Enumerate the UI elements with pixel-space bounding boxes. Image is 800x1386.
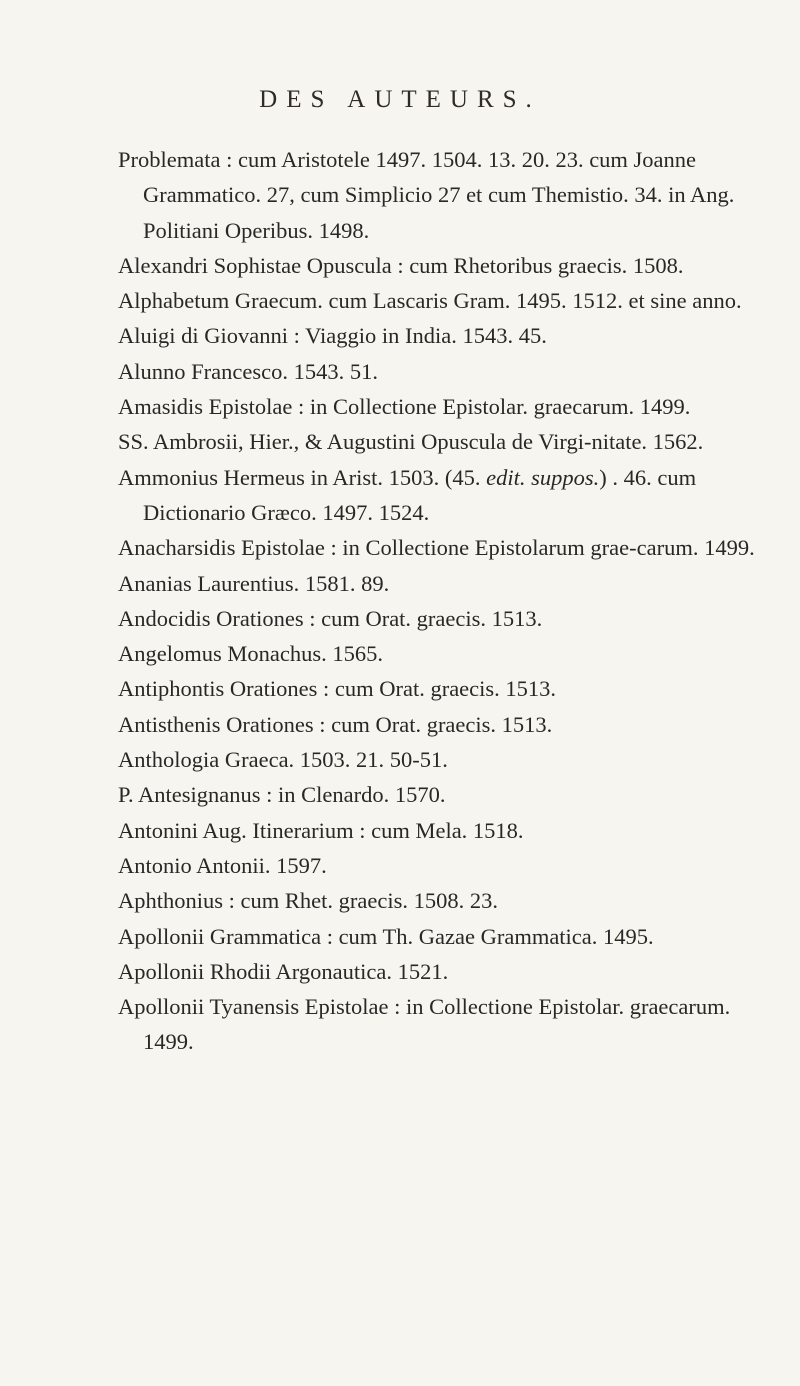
entry-text: Problemata : cum Aristotele 1497. 1504. 13. 20. 23. cum Joanne Grammatico. 27, cum Simplicio 27 et cum Themistio. 34. in Ang. Politiani Operibus. 1498. <box>118 147 735 243</box>
index-entry <box>118 601 758 636</box>
entry-text: Antiphontis Orationes : cum Orat. graecis. 1513. <box>118 676 557 702</box>
entry-text: Amasidis Epistolae : in Collectione Epistolar. graecarum. 1499. <box>118 394 691 420</box>
entry-text: Ananias Laurentius. 1581. 89. <box>118 570 390 596</box>
entry-text: Alunno Francesco. 1543. 51. <box>118 358 378 384</box>
entry-text: Ammonius Hermeus in Arist. 1503. (45. <box>118 464 481 490</box>
index-entry <box>118 848 758 883</box>
entry-text: Aphthonius : cum Rhet. graecis. 1508. 23. <box>118 888 498 914</box>
entry-text: Angelomus Monachus. 1565. <box>118 641 383 667</box>
index-entry <box>118 283 758 318</box>
entry-text: Anthologia Graeca. 1503. 21. 50-51. <box>118 747 448 773</box>
entry-text: Apollonii Tyanensis Epistolae : in Collectione Epistolar. graecarum. 1499. <box>118 994 731 1055</box>
index-entry <box>118 777 758 812</box>
index-entry <box>118 707 758 742</box>
index-entry <box>118 883 758 918</box>
index-entry <box>118 566 758 601</box>
index-entry <box>118 636 758 671</box>
index-entry <box>118 248 758 283</box>
entry-text: Alphabetum Graecum. cum Lascaris Gram. 1495. 1512. et sine anno. <box>118 288 742 314</box>
entry-text: Antonini Aug. Itinerarium : cum Mela. 1518. <box>118 817 524 843</box>
entry-italic-text: edit. suppos. <box>486 464 600 490</box>
running-header: DES AUTEURS. <box>259 86 541 113</box>
index-entry <box>118 354 758 389</box>
entry-text: SS. Ambrosii, Hier., & Augustini Opuscula de Virgi-nitate. 1562. <box>118 429 704 455</box>
entry-text: Apollonii Grammatica : cum Th. Gazae Grammatica. 1495. <box>118 923 654 949</box>
index-entry <box>118 389 758 424</box>
index-entry <box>118 530 758 565</box>
index-entry <box>118 424 758 459</box>
entry-text: Antonio Antonii. 1597. <box>118 852 327 878</box>
index-entry <box>118 142 758 248</box>
index-entry <box>118 813 758 848</box>
index-entry <box>118 742 758 777</box>
entry-text-after: ) . 46. cum Dictionario Græco. 1497. 1524. <box>143 464 697 525</box>
index-entry <box>118 989 758 1060</box>
entry-text: Anacharsidis Epistolae : in Collectione Epistolarum grae-carum. 1499. <box>118 535 755 561</box>
entry-text: Alexandri Sophistae Opuscula : cum Rhetoribus graecis. 1508. <box>118 252 684 278</box>
index-entries <box>118 142 758 1060</box>
index-entry <box>118 919 758 954</box>
entry-text: Antisthenis Orationes : cum Orat. graecis. 1513. <box>118 711 553 737</box>
index-entry <box>118 671 758 706</box>
index-entry <box>118 460 758 531</box>
entry-text: Aluigi di Giovanni : Viaggio in India. 1543. 45. <box>118 323 547 349</box>
entry-text: Andocidis Orationes : cum Orat. graecis. 1513. <box>118 605 543 631</box>
index-entry <box>118 318 758 353</box>
entry-text: P. Antesignanus : in Clenardo. 1570. <box>118 782 446 808</box>
index-entry <box>118 954 758 989</box>
entry-text: Apollonii Rhodii Argonautica. 1521. <box>118 958 449 984</box>
